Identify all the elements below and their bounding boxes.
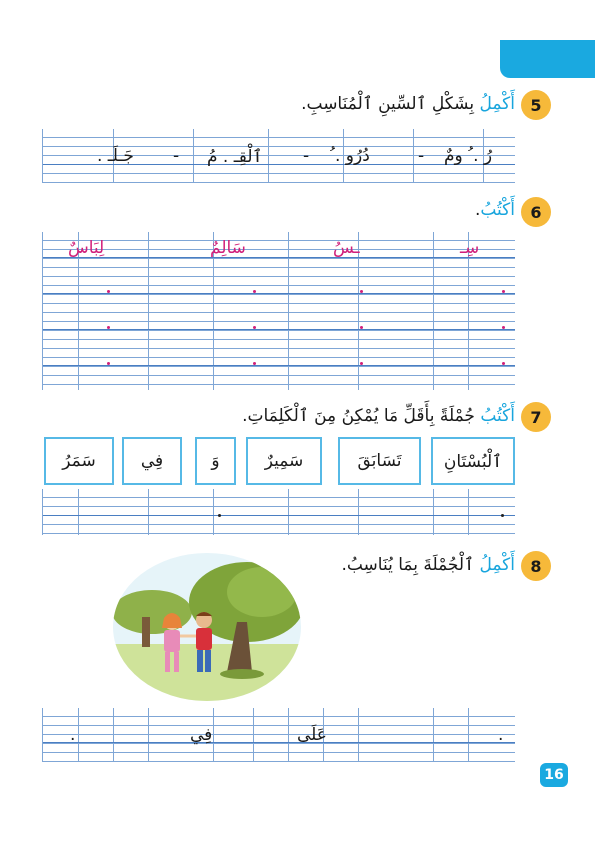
ex5-item-3: دُرُو . ُ (330, 146, 370, 166)
exercise-5-text: بِشَكْلِ ٱلسِّينِ ٱلْمُنَاسِبِ. (301, 94, 480, 114)
ex6-model-1: سِـ (460, 238, 480, 258)
exercise-6-grid (42, 232, 515, 390)
exercise-7-text: جُمْلَةً بِأَقَلِّ مَا يُمْكِنُ مِنَ ٱلْكَلِمَاتِ. (242, 406, 481, 426)
ex8-word-ala: عَلَى (297, 725, 327, 745)
ex5-separator-3: - (418, 146, 425, 166)
page-number: 16 (540, 763, 568, 787)
exercise-5-number: 5 (521, 90, 551, 120)
exercise-8-number: 8 (521, 551, 551, 581)
exercise-7-grid (42, 489, 515, 535)
exercise-5-instruction (301, 93, 515, 114)
word-box-samir: سَمِيرٌ (246, 437, 322, 485)
exercise-6-text: . (474, 200, 481, 220)
exercise-8-instruction (341, 554, 515, 575)
word-box-samar: سَمَرُ (44, 437, 114, 485)
word-box-albustan: ٱلْبُسْتَانِ (431, 437, 515, 485)
exercise-7-number: 7 (521, 402, 551, 432)
exercise-8-grid (42, 708, 515, 762)
ex6-model-2: ـسُ (333, 238, 360, 258)
exercise-8-text: ٱلْجُمْلَةَ بِمَا يُنَاسِبُ. (341, 555, 480, 575)
ex8-dot-right: . (498, 725, 504, 745)
corner-tab (500, 40, 595, 78)
ex6-model-3: سَالِمٌ (210, 238, 246, 258)
exercise-8-verb: أَكْمِلُ (479, 555, 515, 575)
ex8-dot-left: . (70, 725, 76, 745)
ex6-model-4: لِبَاسٌ (68, 238, 105, 258)
exercise-6-instruction (475, 200, 515, 220)
ex5-item-4: رُ . ُ ومٌ (444, 146, 493, 166)
ex5-item-2: ٱلْقِـ . مُ (207, 147, 263, 167)
word-box-tasabaqa: تَسَابَقَ (338, 437, 421, 485)
ex5-item-1: جَـلَـ . (97, 146, 134, 166)
word-box-wa: وَ (195, 437, 236, 485)
exercise-7-instruction (242, 405, 515, 426)
word-box-fi: فِي (122, 437, 182, 485)
exercise-6-verb: أَكْتُبُ (480, 200, 515, 220)
children-under-tree-illustration (112, 552, 302, 702)
ex5-separator-2: - (303, 146, 310, 166)
exercise-6-number: 6 (521, 197, 551, 227)
ex5-separator-1: - (173, 146, 180, 166)
exercise-7-verb: أَكْتُبُ (480, 406, 515, 426)
exercise-5-verb: أَكْمِلُ (479, 94, 515, 114)
ex8-word-fi: فِي (190, 725, 213, 745)
exercise-7-word-boxes (42, 437, 514, 483)
